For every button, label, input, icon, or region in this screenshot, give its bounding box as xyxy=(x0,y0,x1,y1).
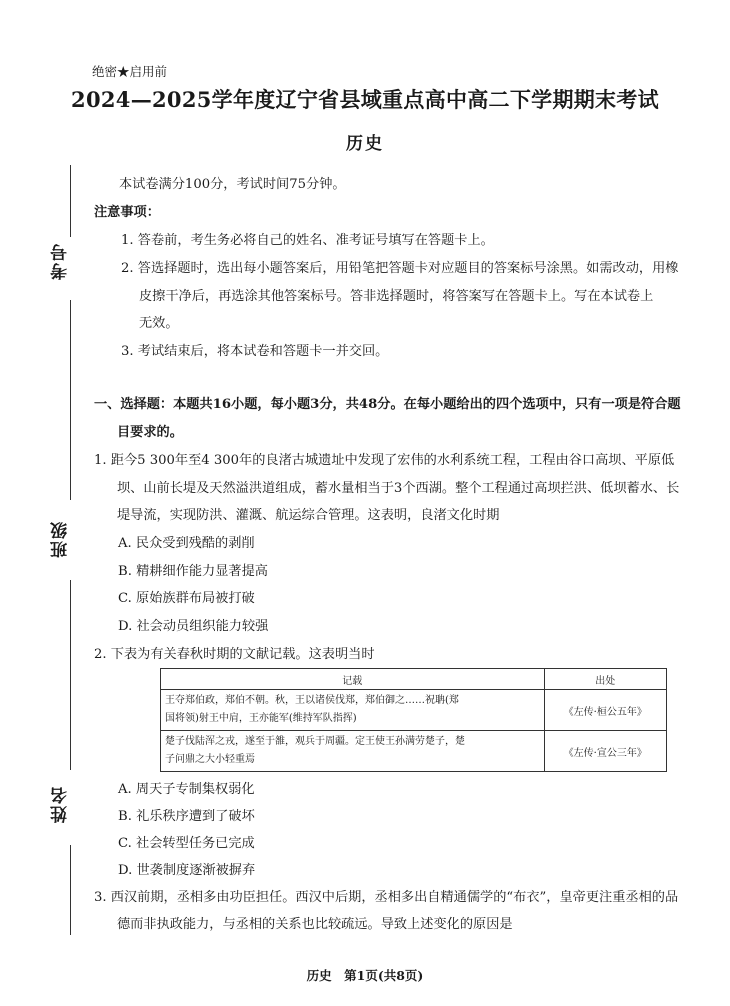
q1-stem-line-3: 堤导流，实现防洪、灌溉、航运综合管理。这表明，良渚文化时期 xyxy=(117,508,500,523)
table-header-source: 出处 xyxy=(544,669,666,690)
notice-heading: 注意事项： xyxy=(94,205,160,220)
subject-title: 历史 xyxy=(346,134,384,154)
q2-option-c: C. 社会转型任务已完成 xyxy=(118,836,255,851)
notice-item-2-line-3: 无效。 xyxy=(139,316,179,331)
q1-option-d: D. 社会动员组织能力较强 xyxy=(118,619,269,634)
q1-option-b: B. 精耕细作能力显著提高 xyxy=(118,564,268,579)
side-label-exam-number: 考号 xyxy=(51,242,71,280)
table-header-row xyxy=(161,669,667,690)
exam-title: 2024—2025学年度辽宁省县域重点高中高二下学期期末考试 xyxy=(71,87,659,112)
side-rule-top xyxy=(70,165,71,237)
table-cell-source: 《左传·桓公五年》 xyxy=(544,690,666,731)
table-cell-record xyxy=(161,731,545,772)
record-1-line-1: 王夺郑伯政，郑伯不朝。秋，王以诸侯伐郑，郑伯御之……祝聃(郑 xyxy=(165,695,459,706)
q2-records-table xyxy=(160,668,667,772)
notice-item-2-line-1: 2. 答选择题时，选出每小题答案后，用铅笔把答题卡对应题目的答案标号涂黑。如需改动，用橡 xyxy=(121,261,679,276)
confidential-mark: 绝密★启用前 xyxy=(92,64,168,79)
q1-option-a: A. 民众受到残酷的剥削 xyxy=(118,536,255,551)
table-row xyxy=(161,731,667,772)
q2-option-d: D. 世袭制度逐渐被摒弃 xyxy=(118,863,256,878)
notice-item-1: 1. 答卷前，考生务必将自己的姓名、准考证号填写在答题卡上。 xyxy=(121,233,494,248)
q1-option-c: C. 原始族群布局被打破 xyxy=(118,591,255,606)
q2-stem: 2. 下表为有关春秋时期的文献记载。这表明当时 xyxy=(94,647,375,662)
record-2-line-2: 子问鼎之大小轻重焉 xyxy=(165,754,255,765)
q2-option-a: A. 周天子专制集权弱化 xyxy=(118,782,255,797)
table-row xyxy=(161,690,667,731)
record-1-line-2: 国将领)射王中肩，王亦能军(维持军队指挥) xyxy=(165,713,357,724)
q3-stem-line-1: 3. 西汉前期，丞相多由功臣担任。西汉中后期，丞相多出自精通儒学的“布衣”，皇帝更注重丞相的品 xyxy=(94,890,679,905)
table-header-record: 记载 xyxy=(161,669,545,690)
q1-stem-line-2: 坝、山前长堤及天然溢洪道组成，蓄水量相当于3个西湖。整个工程通过高坝拦洪、低坝蓄水、长 xyxy=(117,481,680,496)
side-label-class: 班级 xyxy=(51,520,71,558)
section-heading-line-1: 一、选择题：本题共16小题，每小题3分，共48分。在每小题给出的四个选项中，只有一项是符合题 xyxy=(94,397,681,412)
q1-stem-line-1: 1. 距今5 300年至4 300年的良渚古城遗址中发现了宏伟的水利系统工程，工程由谷口高坝、平原低 xyxy=(94,453,675,468)
section-heading-line-2: 目要求的。 xyxy=(117,425,183,440)
table-cell-record xyxy=(161,690,545,731)
table-cell-source: 《左传·宣公三年》 xyxy=(544,731,666,772)
side-rule-mid1 xyxy=(70,300,71,500)
q2-option-b: B. 礼乐秩序遭到了破坏 xyxy=(118,809,255,824)
page-footer: 历史 第1页(共8页) xyxy=(306,968,424,983)
notice-item-3: 3. 考试结束后，将本试卷和答题卡一并交回。 xyxy=(121,344,389,359)
side-rule-bottom xyxy=(70,845,71,935)
record-2-line-1: 楚子伐陆浑之戎，遂至于雒，观兵于周疆。定王使王孙满劳楚子，楚 xyxy=(165,736,465,747)
side-label-name: 姓名 xyxy=(51,785,71,823)
q3-stem-line-2: 德而非执政能力，与丞相的关系也比较疏远。导致上述变化的原因是 xyxy=(117,917,513,932)
notice-item-2-line-2: 皮擦干净后，再选涂其他答案标号。答非选择题时，将答案写在答题卡上。写在本试卷上 xyxy=(139,289,654,304)
intro-text: 本试卷满分100分，考试时间75分钟。 xyxy=(119,177,346,192)
side-rule-mid2 xyxy=(70,580,71,770)
